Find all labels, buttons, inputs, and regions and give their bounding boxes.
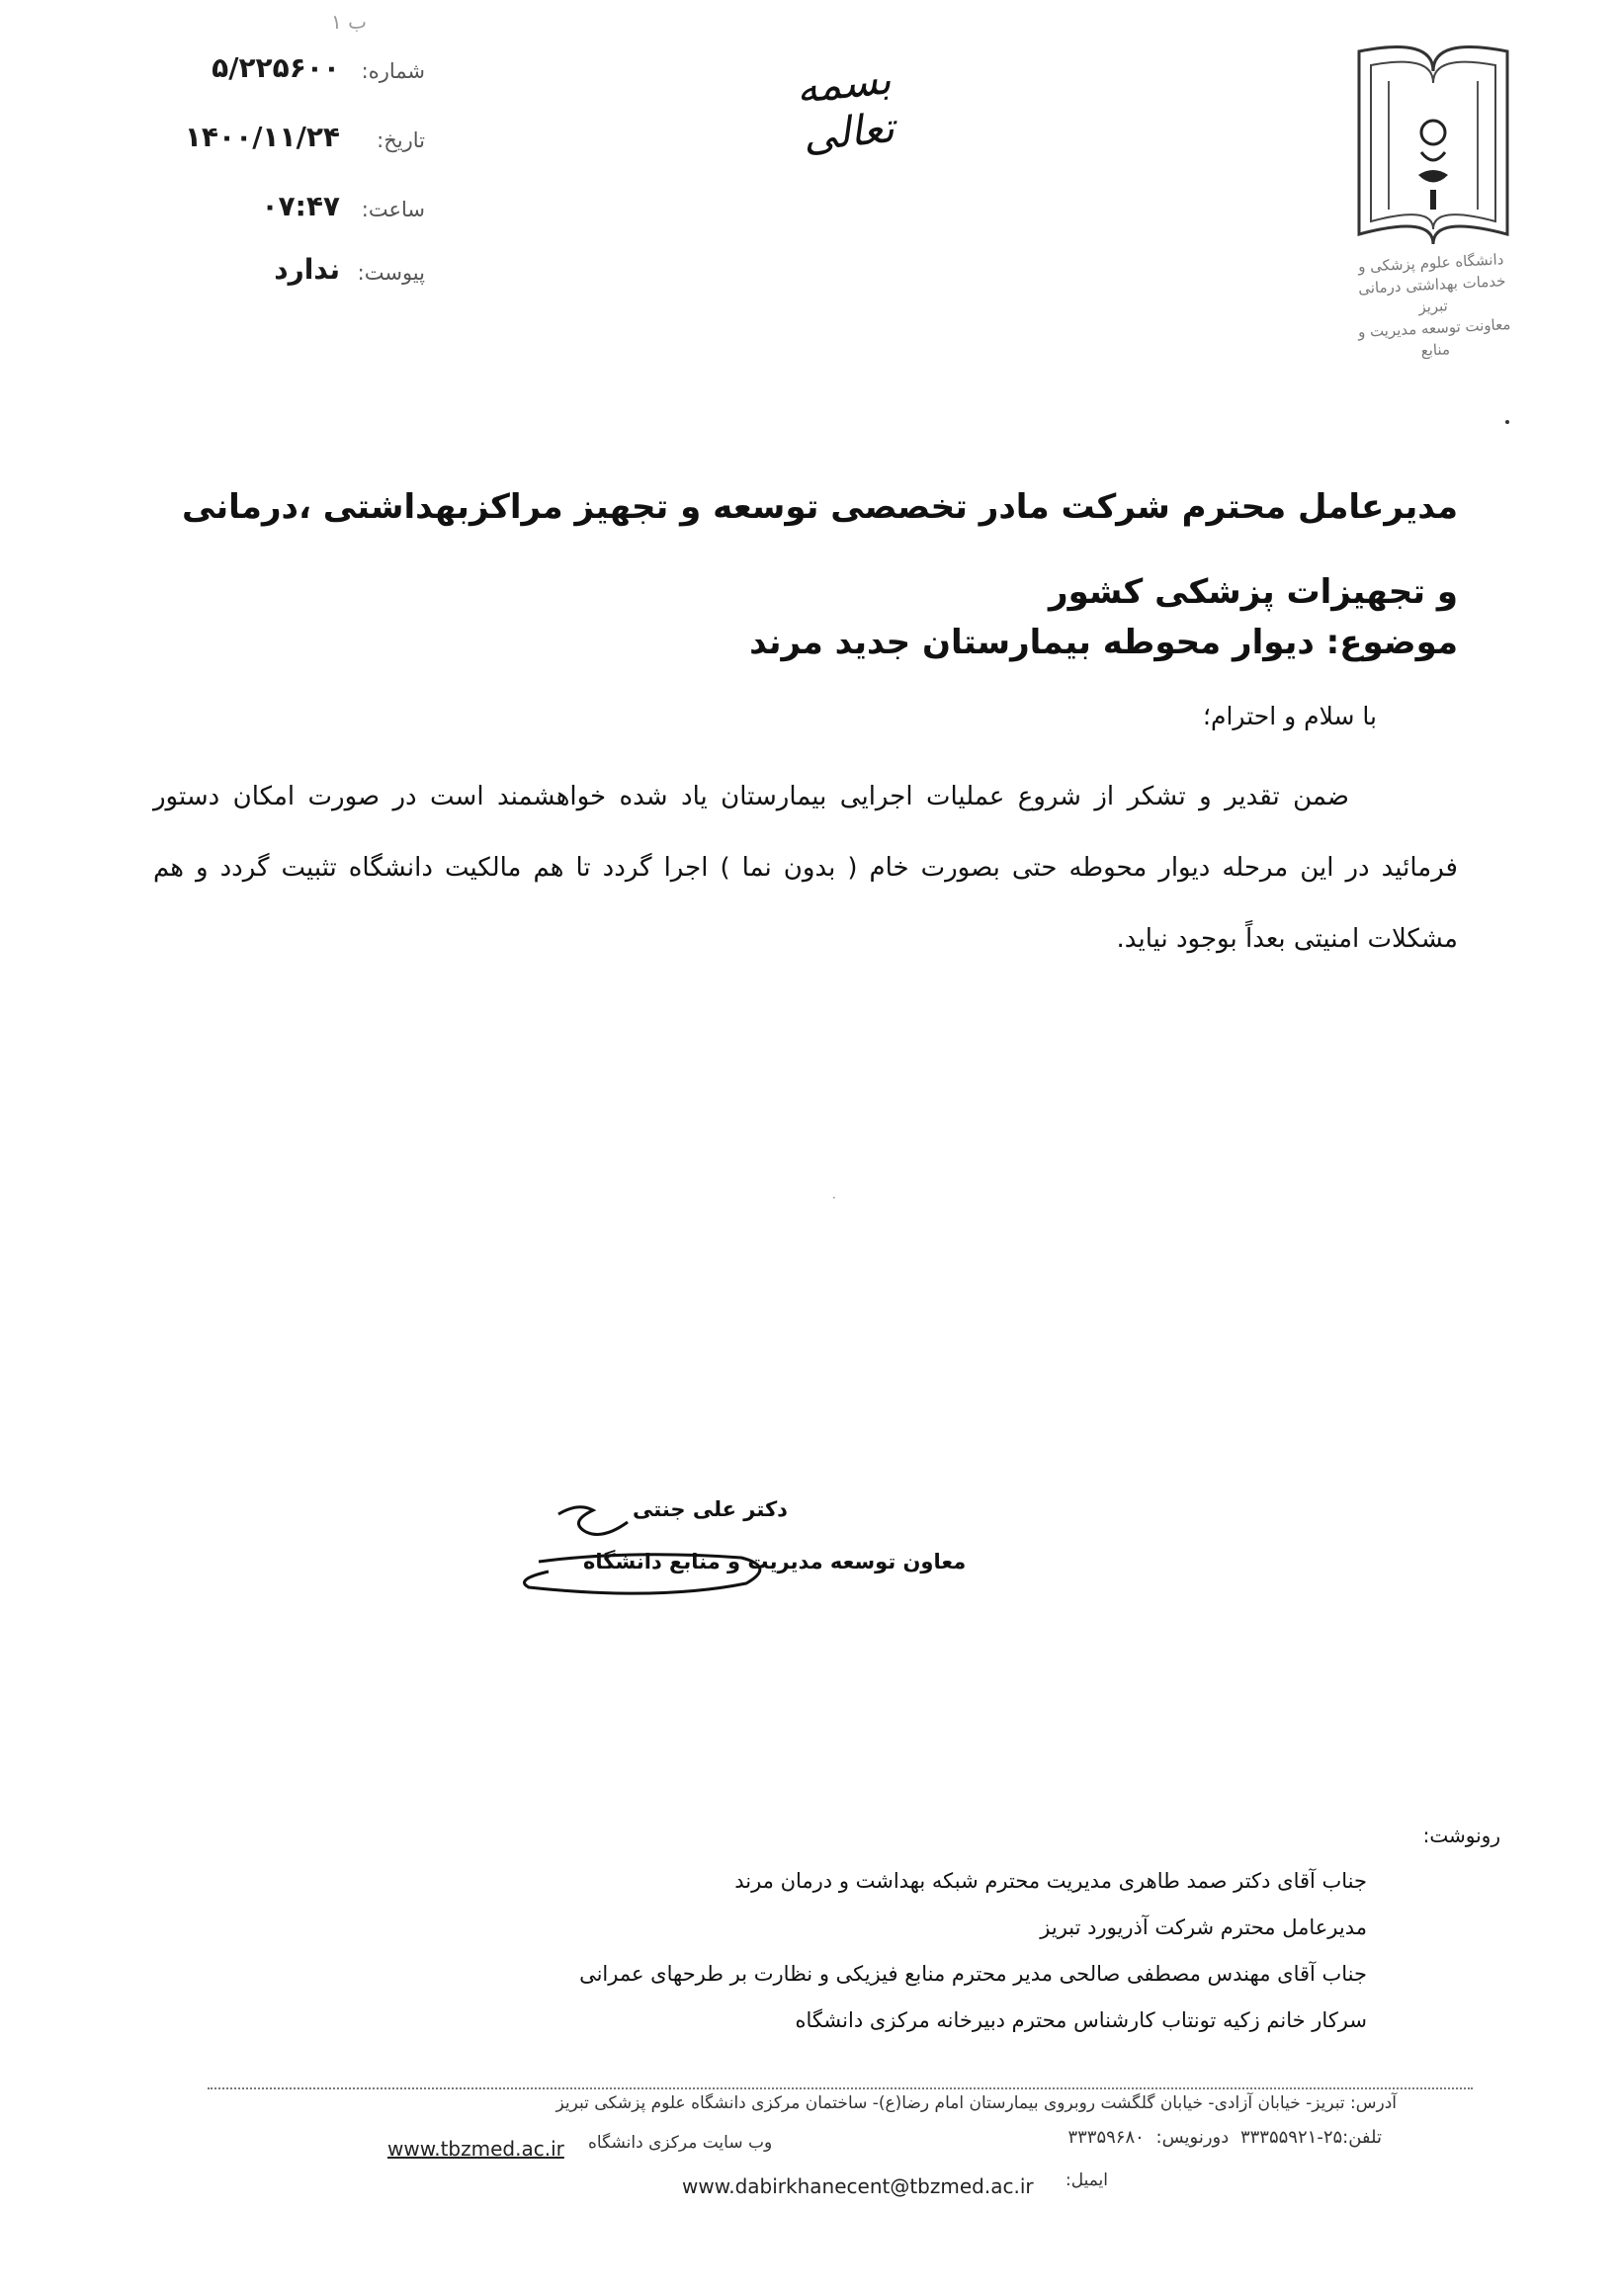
letter-attachment-label: پیوست: (357, 261, 425, 285)
corner-handwritten-mark: ۱ ب (331, 10, 367, 34)
scan-speck: · (832, 1191, 836, 1205)
letter-date-row (184, 121, 425, 164)
letter-attachment-value: ندارد (274, 253, 340, 286)
footer-website-link[interactable]: www.tbzmed.ac.ir (387, 2137, 564, 2161)
letter-number-row (188, 51, 425, 95)
letter-subject: موضوع: دیوار محوطه بیمارستان جدید مرند (749, 623, 1458, 662)
letter-greeting: با سلام و احترام؛ (1203, 702, 1377, 730)
dot-mark (1505, 420, 1509, 424)
letter-time-row (188, 190, 425, 233)
cc-heading: رونوشت: (1422, 1824, 1500, 1847)
letter-time-value: ۰۷:۴۷ (261, 190, 340, 222)
cc-item: سرکار خانم زکیه تونتاب کارشناس محترم دبیرخانه مرکزی دانشگاه (795, 2008, 1367, 2032)
basmala-heading: بسمه تعالی (794, 54, 897, 161)
signatory-name: دکتر علی جنتی (633, 1497, 788, 1521)
emblem-caption (1341, 247, 1525, 365)
footer-divider (208, 2087, 1473, 2089)
cc-list (379, 1858, 1367, 2044)
footer-website-label: وب سایت مرکزی دانشگاه (588, 2133, 773, 2153)
letter-number-label: شماره: (361, 59, 425, 83)
emblem-caption-line2: معاونت توسعه مدیریت و منابع (1357, 314, 1511, 360)
footer-email-label: ایمیل: (1065, 2170, 1109, 2190)
letter-attachment-row (188, 253, 425, 297)
letter-addressee: مدیرعامل محترم شرکت مادر تخصصی توسعه و تجهیز مراکزبهداشتی ،درمانی و تجهیزات پزشکی کشور (181, 487, 1458, 612)
footer-phones: تلفن:۲۵-۳۳۳۵۵۹۲۱ دورنویس: ۳۳۳۵۹۶۸۰ (1067, 2127, 1382, 2148)
letter-date-label: تاریخ: (377, 128, 425, 152)
cc-item: جناب آقای مهندس مصطفی صالحی مدیر محترم منابع فیزیکی و نظارت بر طرحهای عمرانی (579, 1962, 1367, 1986)
emblem-caption-line1: دانشگاه علوم پزشکی و خدمات بهداشتی درمانی تبریز (1357, 250, 1506, 316)
cc-item: جناب آقای دکتر صمد طاهری مدیریت محترم شبکه بهداشت و درمان مرند (734, 1869, 1367, 1893)
letter-date-value: ۱۴۰۰/۱۱/۲۴ (184, 121, 340, 153)
university-emblem-icon (1349, 42, 1517, 254)
letter-body: ضمن تقدیر و تشکر از شروع عملیات اجرایی بیمارستان یاد شده خواهشمند است در صورت امکان دستور فرمائید در این مرحله دیوار محوطه حتی بصورت خام ( بدون نما ) اجرا گردد تا هم مالکیت دانشگاه تثبیت گردد و هم مشکلات امنیتی بعداً بوجود نیاید. (153, 782, 1458, 954)
letter-time-label: ساعت: (361, 198, 425, 221)
footer-address: آدرس: تبریز- خیابان آزادی- خیابان گلگشت روبروی بیمارستان امام رضا(ع)- ساختمان مرکزی دانشگاه علوم پزشکی تبریز (555, 2093, 1397, 2113)
footer-email-link[interactable]: www.dabirkhanecent@tbzmed.ac.ir (682, 2174, 1034, 2198)
letter-number-value: ۵/۲۲۵۶۰۰ (212, 51, 340, 84)
signatory-title: معاون توسعه مدیریت و منابع دانشگاه (583, 1550, 967, 1573)
cc-item: مدیرعامل محترم شرکت آذریورد تبریز (1040, 1915, 1367, 1939)
